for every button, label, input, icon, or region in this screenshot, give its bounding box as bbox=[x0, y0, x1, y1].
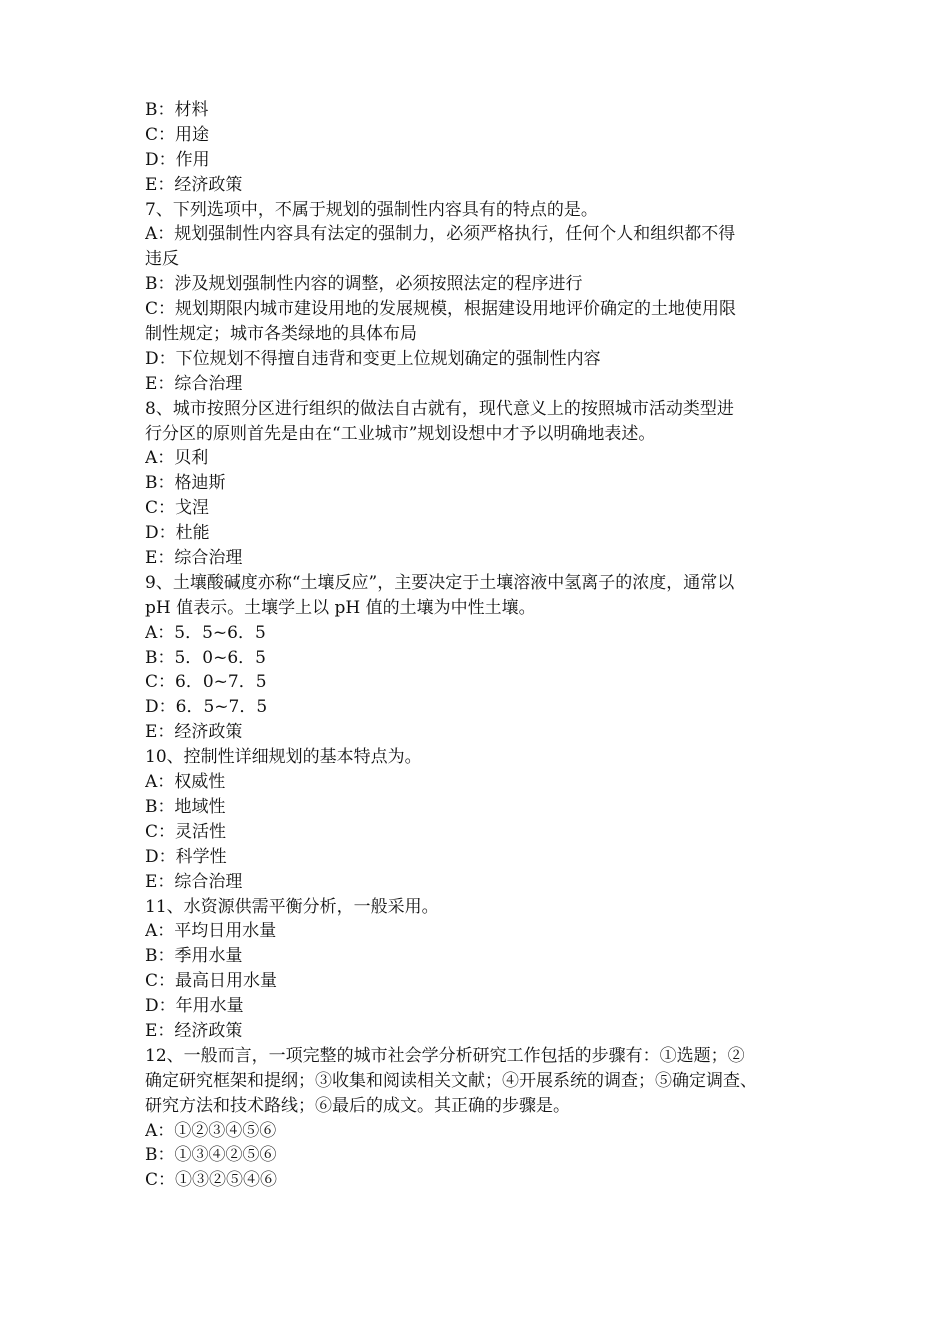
question-stem: 12、一般而言，一项完整的城市社会学分析研究工作包括的步骤有：①选题；② bbox=[145, 1045, 745, 1066]
option-b: B：①③④②⑤⑥ bbox=[145, 1145, 277, 1166]
option-d: D：下位规划不得擅自违背和变更上位规划确定的强制性内容 bbox=[145, 348, 601, 369]
option-a: A：5．5~6．5 bbox=[145, 622, 266, 643]
option-e: E：经济政策 bbox=[145, 722, 243, 743]
option-d: D：杜能 bbox=[145, 523, 210, 544]
option-b: B：季用水量 bbox=[145, 946, 243, 967]
option-b: B：格迪斯 bbox=[145, 473, 226, 494]
option-e: E：经济政策 bbox=[145, 1020, 243, 1041]
option-c: C：灵活性 bbox=[145, 821, 227, 842]
question-stem-continued: 研究方法和技术路线；⑥最后的成文。其正确的步骤是。 bbox=[145, 1095, 570, 1116]
option-a: A：规划强制性内容具有法定的强制力，必须严格执行，任何个人和组织都不得 bbox=[145, 224, 736, 245]
option-b: B：5．0~6．5 bbox=[145, 647, 267, 668]
option-d: D：年用水量 bbox=[145, 996, 244, 1017]
question-8 bbox=[145, 397, 815, 571]
option-c: C：①③②⑤④⑥ bbox=[145, 1170, 278, 1191]
question-6-options-tail bbox=[145, 98, 815, 198]
question-stem: 10、控制性详细规划的基本特点为。 bbox=[145, 747, 422, 768]
question-12 bbox=[145, 1044, 815, 1193]
question-stem: 9、土壤酸碱度亦称“土壤反应”，主要决定于土壤溶液中氢离子的浓度，通常以 bbox=[145, 572, 735, 593]
option-a: A：权威性 bbox=[145, 772, 226, 793]
option-c: C：规划期限内城市建设用地的发展规模，根据建设用地评价确定的土地使用限 bbox=[145, 299, 737, 320]
question-9 bbox=[145, 571, 815, 745]
option-c: C：戈涅 bbox=[145, 498, 210, 519]
option-d: D：6．5~7．5 bbox=[145, 697, 268, 718]
question-10 bbox=[145, 745, 815, 894]
question-stem-continued: 确定研究框架和提纲；③收集和阅读相关文献；④开展系统的调查；⑤确定调查、 bbox=[145, 1070, 757, 1091]
option-d: D：作用 bbox=[145, 149, 210, 170]
question-stem: 8、城市按照分区进行组织的做法自古就有，现代意义上的按照城市活动类型进 bbox=[145, 398, 734, 419]
option-a-continued: 违反 bbox=[145, 249, 179, 270]
question-stem-continued: pH 值表示。土壤学上以 pH 值的土壤为中性土壤。 bbox=[145, 597, 536, 618]
option-c: C：最高日用水量 bbox=[145, 971, 278, 992]
option-e: E：综合治理 bbox=[145, 548, 243, 569]
option-c-continued: 制性规定；城市各类绿地的具体布局 bbox=[145, 324, 417, 345]
question-stem: 7、下列选项中，不属于规划的强制性内容具有的特点的是。 bbox=[145, 199, 598, 220]
option-c: C：6．0~7．5 bbox=[145, 672, 267, 693]
option-a: A：平均日用水量 bbox=[145, 921, 277, 942]
option-b: B：材料 bbox=[145, 100, 209, 120]
question-11 bbox=[145, 895, 815, 1044]
question-stem: 11、水资源供需平衡分析，一般采用。 bbox=[145, 896, 439, 917]
option-d: D：科学性 bbox=[145, 846, 227, 867]
option-b: B：涉及规划强制性内容的调整，必须按照法定的程序进行 bbox=[145, 274, 583, 295]
option-c: C：用途 bbox=[145, 124, 210, 145]
option-a: A：①②③④⑤⑥ bbox=[145, 1120, 277, 1141]
option-a: A：贝利 bbox=[145, 448, 209, 469]
option-e: E：经济政策 bbox=[145, 174, 243, 195]
option-e: E：综合治理 bbox=[145, 373, 243, 394]
question-stem-continued: 行分区的原则首先是由在“工业城市”规划设想中才予以明确地表述。 bbox=[145, 423, 656, 444]
question-7 bbox=[145, 198, 815, 397]
option-e: E：综合治理 bbox=[145, 871, 243, 892]
option-b: B：地域性 bbox=[145, 796, 226, 817]
document-page bbox=[145, 98, 815, 1193]
